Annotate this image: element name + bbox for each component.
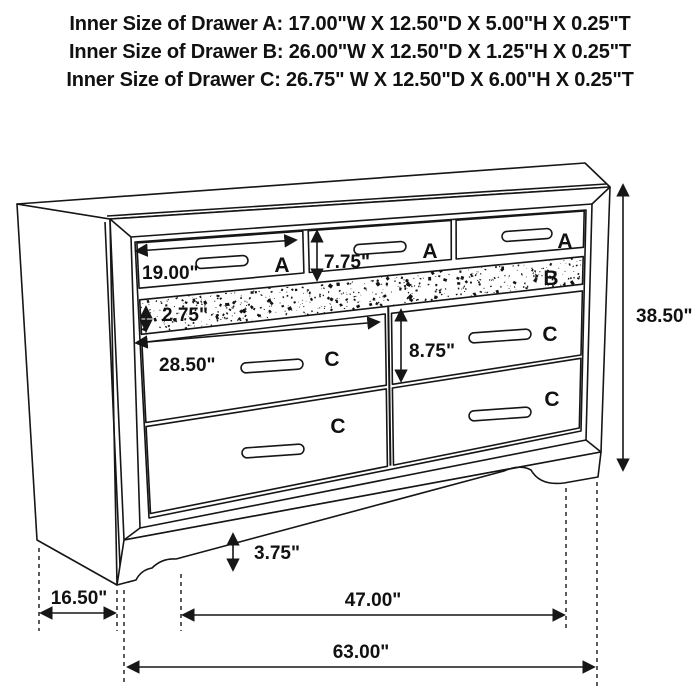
drawer-letter-b: B [543,267,559,290]
drawer-letter-a3: A [557,230,573,253]
side-panel [17,204,117,585]
dim-label-leg-height: 3.75" [254,543,300,564]
dim-label-depth: 16.50" [50,588,108,609]
drawer-letter-a2: A [422,240,438,263]
title-line-drawer-c: Inner Size of Drawer C: 26.75" W X 12.50"D X 6.00"H X 0.25"T [66,69,634,91]
dim-label-drawer-a-width: 19.00" [142,263,199,284]
dim-label-overall-width: 63.00" [332,642,390,663]
drawer-letter-c-top-right: C [542,323,558,346]
drawer-letter-c-top-left: C [324,348,340,371]
drawer-letter-c-bottom-right: C [544,388,560,411]
dim-label-drawer-c-width: 28.50" [159,355,216,376]
dim-label-band-height: 2.75" [162,305,208,326]
dim-label-drawer-a-height: 7.75" [324,252,370,273]
dim-label-inner-width: 47.00" [344,590,402,611]
dim-label-overall-height: 38.50" [636,306,693,327]
dim-label-drawer-c-height: 8.75" [409,341,455,362]
drawer-letter-c-bottom-left: C [330,415,346,438]
title-line-drawer-a: Inner Size of Drawer A: 17.00"W X 12.50"D X 5.00"H X 0.25"T [69,13,631,35]
dresser-drawing [17,163,610,585]
drawer-letter-a1: A [274,254,290,277]
title-line-drawer-b: Inner Size of Drawer B: 26.00"W X 12.50"D X 1.25"H X 0.25"T [69,41,631,63]
header-title-block [66,13,633,91]
